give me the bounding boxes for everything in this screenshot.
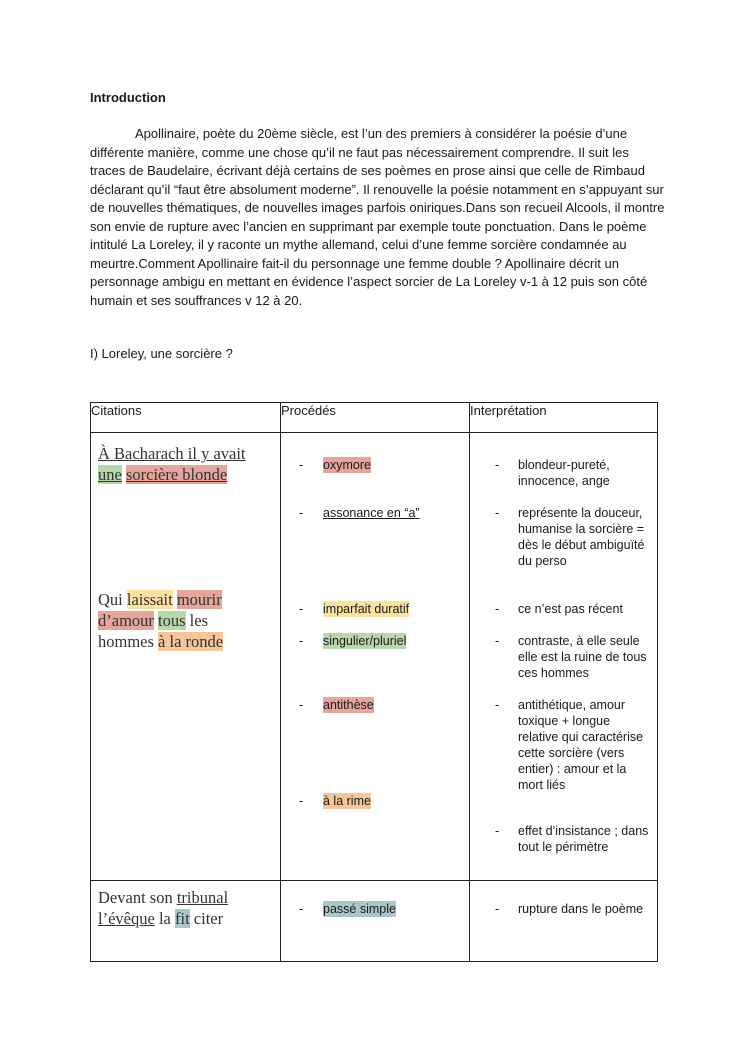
citation-cell (91, 433, 281, 881)
procedes-cell: - oxymore - assonance en “a” - imparfait duratif - singulier/pluriel - antithèse - à la rime (281, 433, 470, 881)
section-title: I) Loreley, une sorcière ? (90, 346, 233, 361)
quote-segment-highlight: d’amour (98, 611, 154, 630)
quote-segment-highlight: une (98, 465, 122, 484)
interpretation-text: représente la douceur, humanise la sorcière = dès le début ambiguïté du perso (518, 506, 645, 568)
procede-label: passé simple (323, 902, 396, 916)
quote-segment: À Bacharach il y avait (98, 444, 246, 463)
interpretation-text: blondeur-pureté, innocence, ange (518, 458, 610, 488)
quote-segment-highlight: tous (158, 611, 186, 630)
quote-segment: Qui (98, 590, 123, 609)
header-interpretation: Interprétation (470, 403, 658, 433)
quote-verse-3 (98, 887, 228, 929)
quote-segment-highlight: sorcière blonde (125, 465, 228, 484)
procedes-cell: - passé simple (281, 881, 470, 962)
interpretation-text: antithétique, amour toxique + longue relative qui caractérise cette sorcière (vers entier) : amour et la mort liés (518, 698, 644, 792)
table-row (91, 433, 658, 881)
quote-verse-1 (98, 443, 246, 485)
interpretation-text: effet d’insistance ; dans tout le périmètre (518, 824, 649, 854)
interpretation-text: rupture dans le poème (518, 902, 644, 916)
quote-verse-2 (98, 589, 223, 652)
interpretation-cell: - blondeur-pureté, innocence, ange - représente la douceur, humanise la sorcière = dès le début ambiguïté du perso - ce n’est pas récent - contraste, à elle seule elle est la ruine de tous ces hommes - antithétique, amour toxique + longue relative qui caractérise cette sorcière (vers entier) : amour et la mort liés - effet d’insistance ; dans tout le périmètre (470, 433, 658, 881)
header-procedes: Procédés (281, 403, 470, 433)
quote-segment: l’évêque (98, 909, 155, 928)
quote-segment-highlight: à la ronde (158, 632, 224, 651)
analysis-table (90, 402, 658, 962)
interpretation-cell: - rupture dans le poème (470, 881, 658, 962)
quote-segment: la (154, 909, 175, 928)
quote-segment: tribunal (176, 888, 229, 907)
header-citations: Citations (91, 403, 281, 433)
quote-segment-highlight: mourir (176, 590, 222, 609)
intro-heading: Introduction (90, 90, 166, 105)
table-row (91, 881, 658, 962)
interpretation-text: contraste, à elle seule elle est la ruine de tous ces hommes (518, 634, 647, 680)
citation-cell (91, 881, 281, 962)
quote-segment-highlight: laissait (126, 590, 173, 609)
intro-paragraph (90, 125, 665, 310)
procede-label: antithèse (323, 698, 374, 712)
quote-segment: citer (189, 909, 224, 928)
procede-label: à la rime (323, 794, 371, 808)
quote-segment: Devant son (98, 888, 173, 907)
intro-text: Apollinaire, poète du 20ème siècle, est l’un des premiers à considérer la poésie d’une différente manière, comme une chose qu’il ne faut pas nécessairement comprendre. Il suit les traces de Baudelaire, écrivant déjà certains de ses poèmes en prose ainsi que celle de Rimbaud déclarant qu’il “faut être absolument moderne”. Il renouvelle la poésie notamment en s’appuyant sur de nouvelles thématiques, de nouvelles images parfois oniriques.Dans son recueil Alcools, il montre son envie de rupture avec l’ancien en supprimant par exemple toute ponctuation. Dans le poème intitulé La Loreley, il y raconte un mythe allemand, celui d’une femme sorcière condamnée au meurtre.Comment Apollinaire fait-il du personnage une femme double ? Apollinaire décrit un personnage ambigu en mettant en évidence l’aspect sorcier de La Loreley v-1 à 12 puis son côté humain et ses souffrances v 12 à 20. (90, 126, 665, 308)
procede-label: oxymore (323, 458, 371, 472)
quote-segment: hommes (98, 632, 154, 651)
interpretation-text: ce n’est pas récent (518, 602, 623, 616)
procede-label: singulier/pluriel (323, 634, 407, 648)
procede-label: assonance en “a” (323, 506, 420, 520)
quote-segment-highlight: fit (174, 909, 190, 928)
table-header-row (91, 403, 658, 433)
procede-label: imparfait duratif (323, 602, 410, 616)
quote-segment: les (185, 611, 209, 630)
